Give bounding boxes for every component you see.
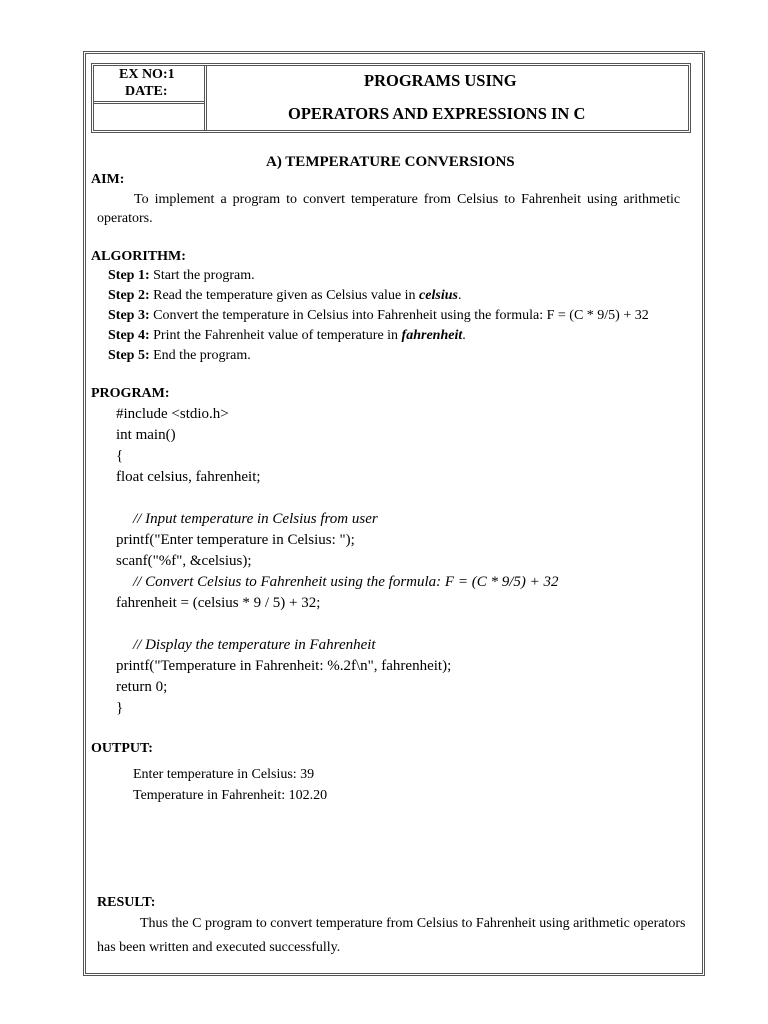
section-title: A) TEMPERATURE CONVERSIONS [266, 154, 515, 170]
output-line: Temperature in Fahrenheit: 102.20 [133, 788, 328, 803]
step-label: Step 4: [108, 328, 150, 343]
output-line: Enter temperature in Celsius: 39 [133, 767, 315, 782]
header-title-line1: PROGRAMS USING [364, 71, 517, 90]
aim-line-2: operators. [97, 211, 153, 226]
code-line: fahrenheit = (celsius * 9 / 5) + 32; [116, 595, 321, 611]
step-text: Print the Fahrenheit value of temperature in [149, 328, 402, 343]
header-divider-horizontal [94, 101, 204, 104]
code-line: printf("Temperature in Fahrenheit: %.2f\n", fahrenheit); [116, 658, 452, 674]
code-line: int main() [116, 427, 176, 443]
step-label: Step 2: [108, 288, 150, 303]
step-text: Start the program. [149, 268, 255, 283]
result-line-2: has been written and executed successfully. [97, 940, 341, 955]
step-text: End the program. [149, 348, 251, 363]
program-heading: PROGRAM: [91, 386, 170, 401]
aim-heading: AIM: [91, 172, 125, 187]
code-line: return 0; [116, 679, 168, 695]
step-text: Convert the temperature in Celsius into Fahrenheit using the formula: F = (C * 9/5) + 32 [149, 308, 649, 323]
ex-no-label: EX NO:1 [119, 67, 175, 82]
aim-line-1: To implement a program to convert temperature from Celsius to Fahrenheit using arithmetic [134, 192, 681, 207]
code-line: #include <stdio.h> [116, 406, 229, 422]
step-5 [108, 348, 251, 364]
code-comment: // Convert Celsius to Fahrenheit using the formula: F = (C * 9/5) + 32 [133, 574, 559, 590]
output-heading: OUTPUT: [91, 741, 153, 756]
code-comment: // Input temperature in Celsius from user [133, 511, 378, 527]
code-line: scanf("%f", &celsius); [116, 553, 252, 569]
code-comment: // Display the temperature in Fahrenheit [133, 637, 376, 653]
code-line: printf("Enter temperature in Celsius: "); [116, 532, 355, 548]
result-heading: RESULT: [97, 895, 156, 910]
step-variable: fahrenheit [401, 328, 463, 343]
step-variable: celsius [419, 288, 458, 303]
code-line: { [116, 448, 124, 464]
step-3 [108, 308, 649, 324]
step-label: Step 3: [108, 308, 150, 323]
code-line: } [116, 700, 124, 716]
step-label: Step 5: [108, 348, 150, 363]
result-line-1: Thus the C program to convert temperature from Celsius to Fahrenheit using arithmetic operators [140, 916, 686, 931]
step-2 [108, 288, 461, 304]
date-label: DATE: [125, 84, 168, 99]
step-4 [108, 328, 466, 344]
header-title-line2: OPERATORS AND EXPRESSIONS IN C [288, 104, 586, 123]
code-line: float celsius, fahrenheit; [116, 469, 261, 485]
algorithm-heading: ALGORITHM: [91, 249, 186, 264]
step-text-end: . [457, 288, 462, 303]
step-1 [108, 268, 255, 284]
step-text: Read the temperature given as Celsius value in [149, 288, 420, 303]
step-label: Step 1: [108, 268, 150, 283]
header-divider-vertical [204, 66, 207, 130]
step-text-end: . [462, 328, 466, 343]
